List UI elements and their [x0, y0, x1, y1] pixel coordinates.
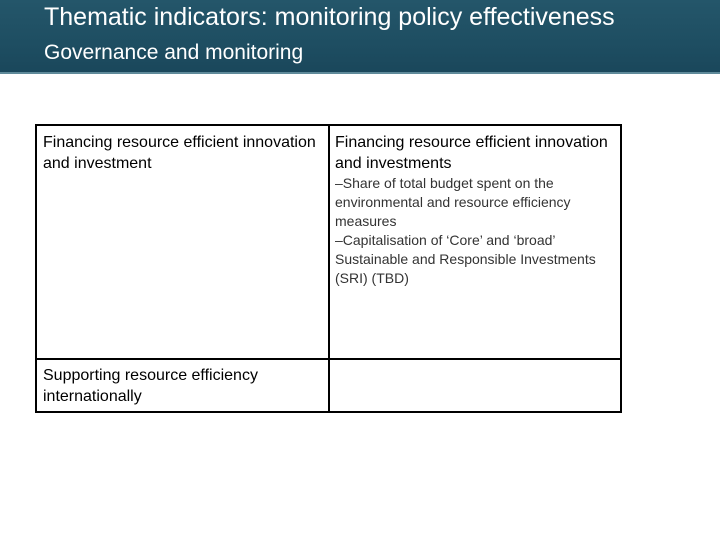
list-item: –Capitalisation of ‘Core’ and ‘broad’ Sustainable and Responsible Investments (SRI) (TBD) — [335, 232, 596, 286]
indicator-table — [35, 124, 622, 413]
table-cell-international-theme — [37, 359, 329, 411]
table-cell-international-indicators — [329, 359, 620, 411]
title-banner — [0, 0, 720, 72]
indicator-heading: Financing resource efficient innovation and investments — [335, 134, 608, 172]
column-divider — [328, 126, 330, 411]
table-cell-financing-indicators — [329, 126, 620, 359]
table-cell-financing-theme — [37, 126, 329, 359]
header-divider — [0, 72, 720, 74]
theme-label: Supporting resource efficiency internationally — [43, 367, 258, 405]
theme-label: Financing resource efficient innovation and investment — [43, 134, 316, 172]
list-item: –Share of total budget spent on the environmental and resource efficiency measures — [335, 175, 571, 229]
slide-subtitle: Governance and monitoring — [44, 41, 304, 64]
indicator-list — [335, 174, 614, 288]
row-divider — [37, 358, 620, 360]
slide-title: Thematic indicators: monitoring policy effectiveness — [44, 3, 615, 31]
